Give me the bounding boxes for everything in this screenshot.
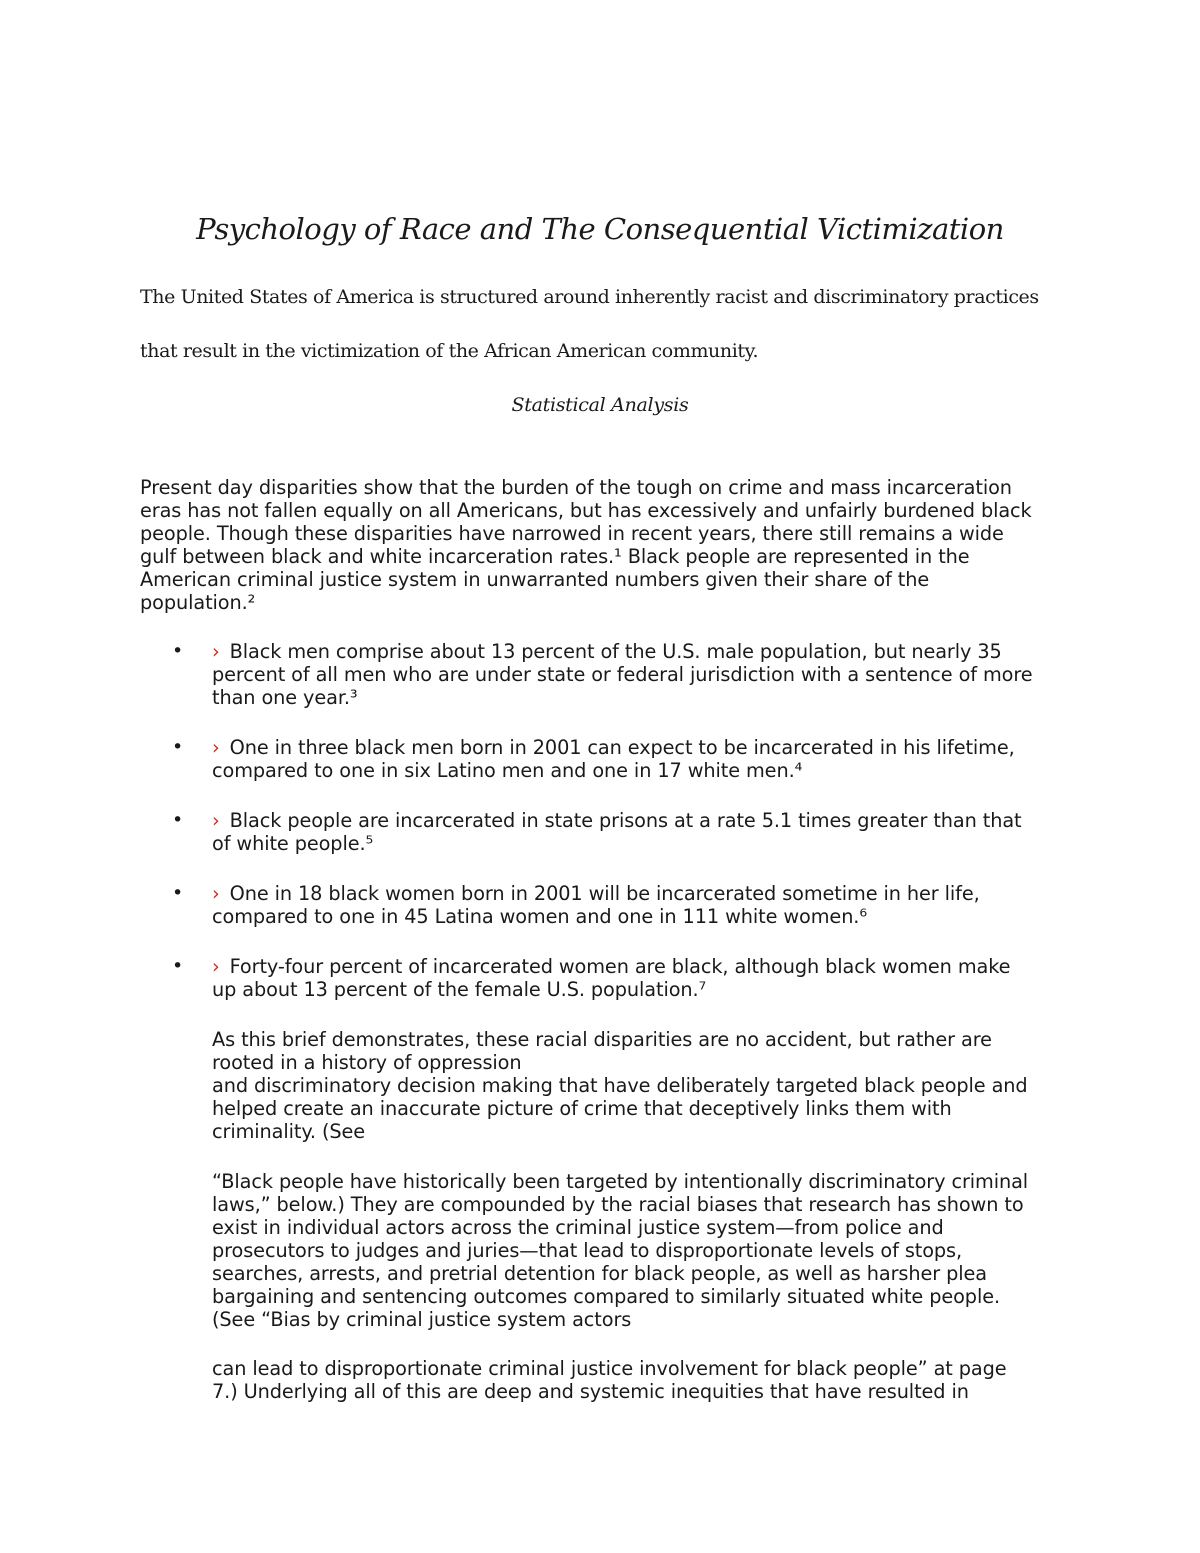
paragraph-line: American criminal justice system in unwarranted numbers given their share of the <box>140 568 930 591</box>
paragraph-line: eras has not fallen equally on all Americans, but has excessively and unfairly burdened black <box>140 499 1032 522</box>
paragraph-line: Present day disparities show that the burden of the tough on crime and mass incarceration <box>140 476 1012 499</box>
body-line: 7.) Underlying all of this are deep and systemic inequities that have resulted in <box>212 1380 969 1403</box>
intro-line-2: that result in the victimization of the African American community. <box>140 340 759 362</box>
bullet-icon: • <box>172 809 184 831</box>
bullet-text <box>212 640 1072 709</box>
bullet-line: than one year.³ <box>212 686 358 709</box>
chevron-right-icon: › <box>212 640 220 663</box>
bullet-icon: • <box>172 955 184 977</box>
intro-line-1: The United States of America is structured around inherently racist and discriminatory practices <box>140 286 1039 308</box>
bullet-line: of white people.⁵ <box>212 832 374 855</box>
paragraph-line: population.² <box>140 591 256 614</box>
body-paragraph <box>212 1170 1072 1331</box>
body-line: and discriminatory decision making that have deliberately targeted black people and <box>212 1074 1028 1097</box>
chevron-right-icon: › <box>212 955 220 978</box>
body-line: (See “Bias by criminal justice system actors <box>212 1308 632 1331</box>
body-line: prosecutors to judges and juries—that lead to disproportionate levels of stops, <box>212 1239 963 1262</box>
chevron-right-icon: › <box>212 809 220 832</box>
bullet-line: up about 13 percent of the female U.S. population.⁷ <box>212 978 707 1001</box>
body-line: can lead to disproportionate criminal justice involvement for black people” at page <box>212 1357 1007 1380</box>
chevron-right-icon: › <box>212 736 220 759</box>
bullet-line: Forty-four percent of incarcerated women are black, although black women make <box>229 955 1011 978</box>
body-line: “Black people have historically been targeted by intentionally discriminatory criminal <box>212 1170 1029 1193</box>
statistics-paragraph <box>140 476 1080 614</box>
bullet-line: One in 18 black women born in 2001 will be incarcerated sometime in her life, <box>229 882 980 905</box>
paragraph-line: people. Though these disparities have narrowed in recent years, there still remains a wide <box>140 522 1004 545</box>
body-line: criminality. (See <box>212 1120 366 1143</box>
body-line: bargaining and sentencing outcomes compared to similarly situated white people. <box>212 1285 1000 1308</box>
document-title: Psychology of Race and The Consequential Victimization <box>196 212 1004 246</box>
bullet-text <box>212 809 1072 855</box>
body-line: searches, arrests, and pretrial detention for black people, as well as harsher plea <box>212 1262 987 1285</box>
body-line: helped create an inaccurate picture of crime that deceptively links them with <box>212 1097 952 1120</box>
bullet-text <box>212 955 1072 1001</box>
bullet-line: compared to one in six Latino men and one in 17 white men.⁴ <box>212 759 803 782</box>
body-line: exist in individual actors across the criminal justice system—from police and <box>212 1216 944 1239</box>
bullet-line: compared to one in 45 Latina women and one in 111 white women.⁶ <box>212 905 867 928</box>
section-heading: Statistical Analysis <box>511 394 689 416</box>
bullet-text <box>212 736 1072 782</box>
paragraph-line: gulf between black and white incarceration rates.¹ Black people are represented in the <box>140 545 970 568</box>
bullet-line: Black people are incarcerated in state prisons at a rate 5.1 times greater than that <box>229 809 1022 832</box>
bullet-icon: • <box>172 640 184 662</box>
bullet-icon: • <box>172 882 184 904</box>
bullet-line: One in three black men born in 2001 can expect to be incarcerated in his lifetime, <box>229 736 1015 759</box>
body-paragraph <box>212 1357 1072 1403</box>
body-line: rooted in a history of oppression <box>212 1051 522 1074</box>
bullet-text <box>212 882 1072 928</box>
bullet-line: percent of all men who are under state or federal jurisdiction with a sentence of more <box>212 663 1033 686</box>
body-line: laws,” below.) They are compounded by the racial biases that research has shown to <box>212 1193 1024 1216</box>
bullet-line: Black men comprise about 13 percent of the U.S. male population, but nearly 35 <box>229 640 1002 663</box>
body-line: As this brief demonstrates, these racial disparities are no accident, but rather are <box>212 1028 992 1051</box>
bullet-icon: • <box>172 736 184 758</box>
body-paragraph <box>212 1028 1072 1143</box>
chevron-right-icon: › <box>212 882 220 905</box>
